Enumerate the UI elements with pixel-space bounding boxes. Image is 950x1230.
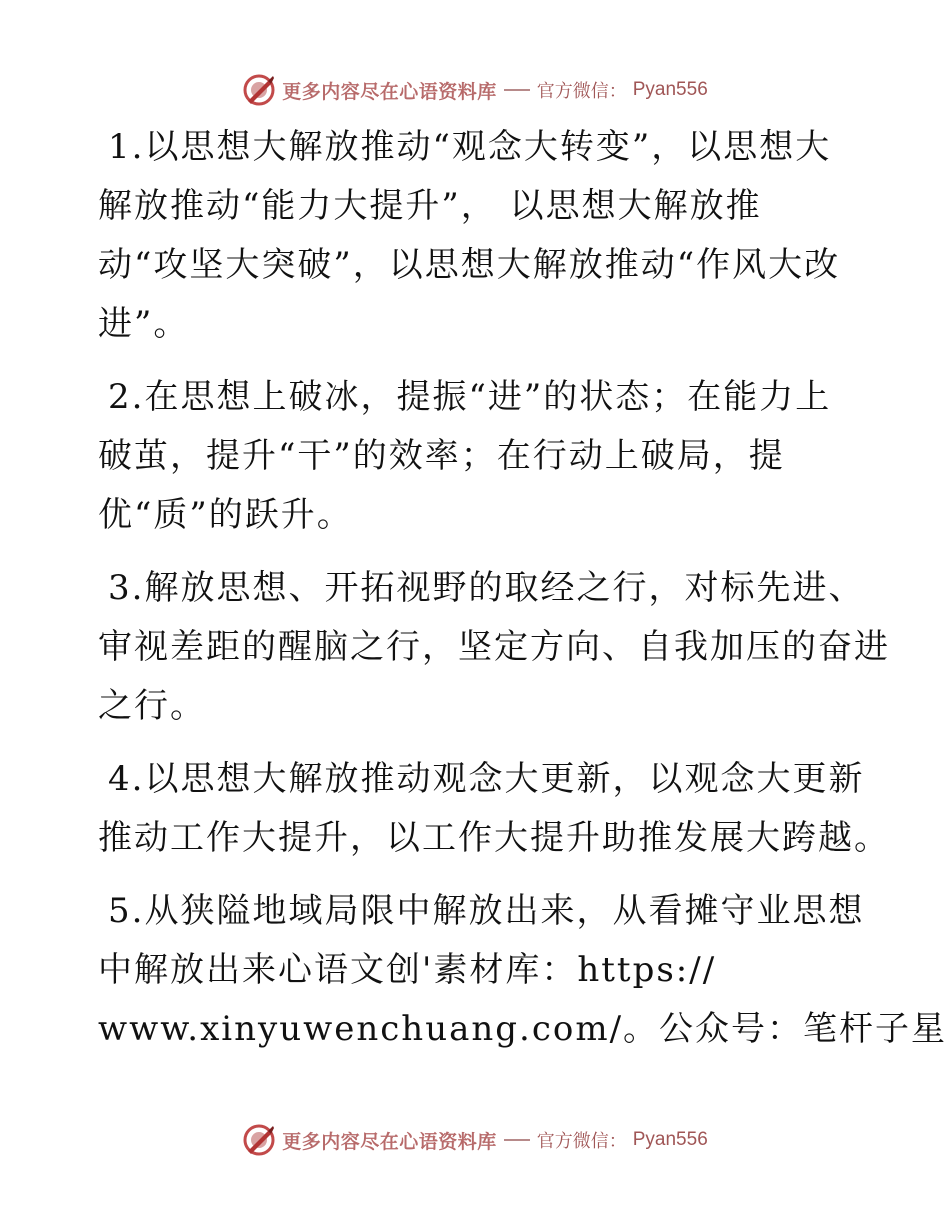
paragraph-line: 审视差距的醒脑之行，坚定方向、自我加压的奋进 bbox=[98, 627, 890, 667]
header-banner-subtitle: 官方微信： bbox=[536, 81, 627, 102]
paragraph-line: 1.以思想大解放推动“观念大转变”，以思想大 bbox=[108, 127, 832, 167]
paragraph-line: 之行。 bbox=[98, 686, 206, 726]
header-banner-text: 更多内容尽在心语资料库 bbox=[282, 80, 497, 103]
paragraph-5 bbox=[98, 882, 948, 1059]
paragraph-line: 破茧，提升“干”的效率；在行动上破局，提 bbox=[98, 436, 785, 476]
footer-banner-text: 更多内容尽在心语资料库 bbox=[282, 1130, 497, 1153]
footer-banner-subtitle: 官方微信： bbox=[536, 1131, 627, 1152]
header-banner-id: Pyan556 bbox=[632, 79, 708, 100]
paragraph-line: www.xinyuwenchuang.com/。公众号：笔杆子星 bbox=[98, 1009, 948, 1049]
footer-banner-dash bbox=[504, 1139, 530, 1141]
paragraph-line: 进”。 bbox=[98, 304, 190, 344]
paragraph-line: 推动工作大提升，以工作大提升助推发展大跨越。 bbox=[98, 818, 890, 858]
paragraph-line: 5.从狭隘地域局限中解放出来，从看摊守业思想 bbox=[108, 891, 865, 931]
paragraph-3 bbox=[98, 559, 890, 736]
paragraph-line: 动“攻坚大突破”，以思想大解放推动“作风大改 bbox=[98, 245, 841, 285]
paragraph-4 bbox=[98, 750, 890, 868]
paragraph-1 bbox=[98, 118, 858, 354]
paragraph-line: 2.在思想上破冰，提振“进”的状态；在能力上 bbox=[108, 377, 832, 417]
paragraph-line: 中解放出来心语文创'素材库：https:// bbox=[98, 950, 717, 990]
paragraph-line: 解放推动“能力大提升”， 以思想大解放推 bbox=[98, 186, 762, 226]
paragraph-2 bbox=[98, 368, 858, 545]
paragraph-line: 3.解放思想、开拓视野的取经之行，对标先进、 bbox=[108, 568, 865, 608]
footer-banner bbox=[0, 1120, 950, 1160]
header-banner-dash bbox=[504, 89, 530, 91]
footer-banner-id: Pyan556 bbox=[632, 1129, 708, 1150]
logo-icon bbox=[242, 73, 276, 107]
document-body bbox=[98, 118, 948, 1073]
paragraph-line: 4.以思想大解放推动观念大更新，以观念大更新 bbox=[108, 759, 865, 799]
header-banner bbox=[0, 70, 950, 110]
paragraph-line: 优“质”的跃升。 bbox=[98, 495, 353, 535]
logo-icon bbox=[242, 1123, 276, 1157]
